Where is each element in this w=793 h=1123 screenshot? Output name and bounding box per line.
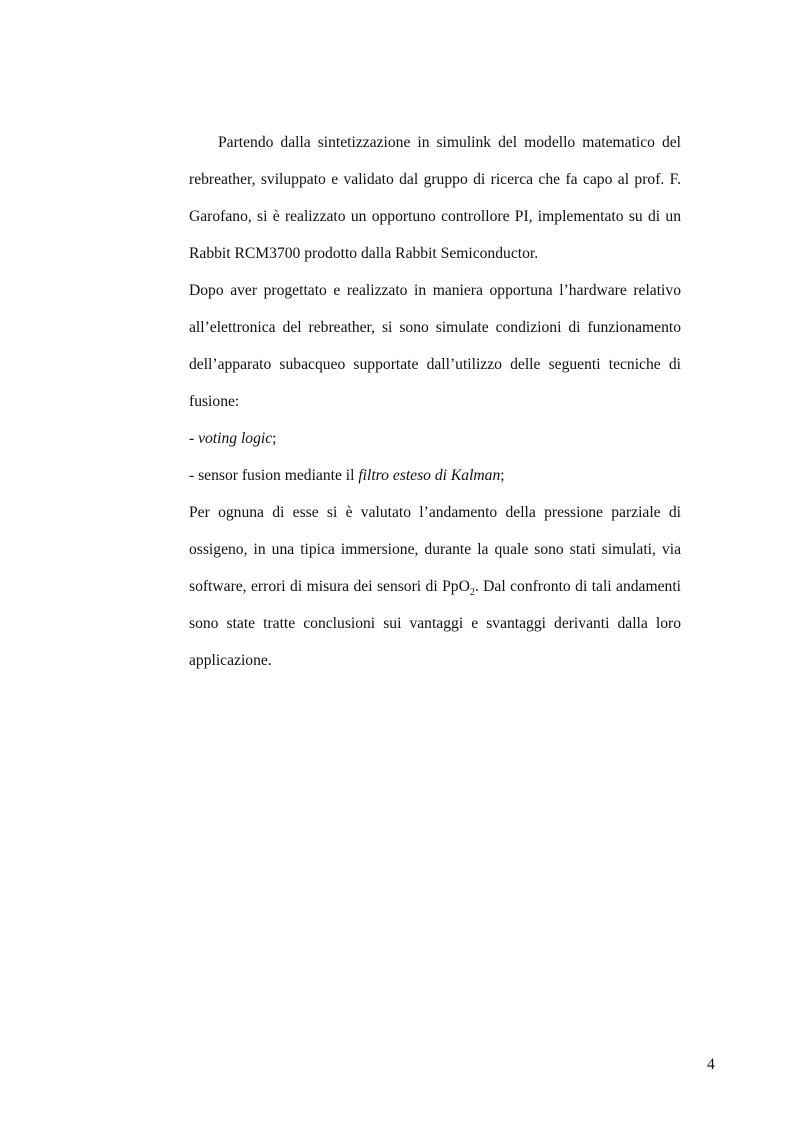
results-text-before: Per ognuna di esse si è valutato l’andamento della pressione parziale di ossigeno, in una tipica immersione, durante la quale sono stati simulati, via software, errori di misura dei sensori di PpO — [189, 504, 681, 595]
list-item-suffix: ; — [272, 430, 277, 447]
paragraph-intro: Partendo dalla sintetizzazione in simulink del modello matematico del rebreather, sviluppato e validato dal gruppo di ricerca che fa capo al prof. F. Garofano, si è realizzato un opportuno controllore PI, implementato su di un Rabbit RCM3700 prodotto dalla Rabbit Semiconductor. — [189, 134, 681, 262]
list-item-kalman-filter — [189, 457, 681, 494]
body-text — [189, 124, 681, 679]
paragraph-results — [189, 494, 681, 679]
list-item-suffix: ; — [500, 467, 505, 484]
list-item-emphasis: voting logic — [198, 430, 273, 447]
list-item-prefix: - sensor fusion mediante il — [189, 467, 359, 484]
results-text-after: . Dal confronto di tali andamenti sono state tratte conclusioni sui vantaggi e svantaggi derivanti dalla loro applicazione. — [189, 578, 681, 669]
oxygen-subscript: 2 — [469, 587, 475, 599]
list-item-voting-logic — [189, 420, 681, 457]
paragraph-hardware: Dopo aver progettato e realizzato in maniera opportuna l’hardware relativo all’elettronica del rebreather, si sono simulate condizioni di funzionamento dell’apparato subacqueo supportate dall’utilizzo delle seguenti tecniche di fusione: — [189, 282, 681, 410]
list-item-prefix: - — [189, 430, 199, 447]
page-number: 4 — [707, 1056, 715, 1073]
list-item-emphasis: filtro esteso di Kalman — [358, 467, 501, 484]
